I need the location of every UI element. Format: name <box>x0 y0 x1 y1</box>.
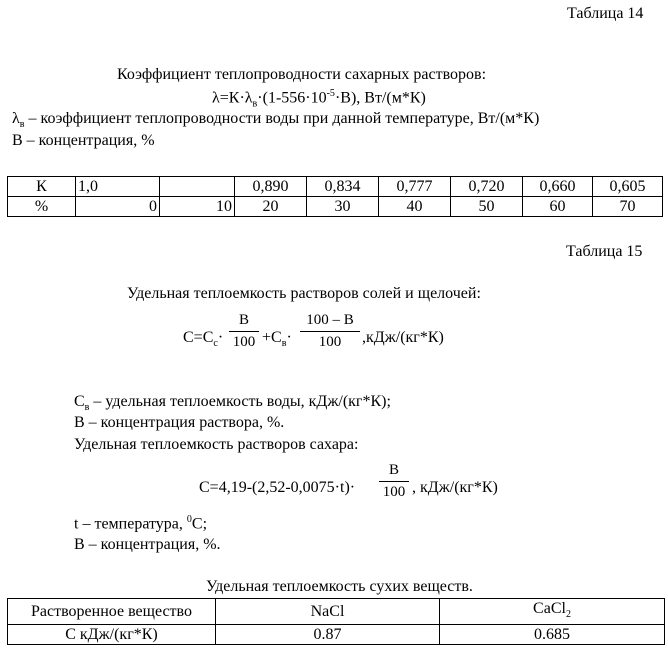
concentration-definition: В – концентрация, % <box>12 132 155 149</box>
table-cell: 40 <box>379 197 451 217</box>
table-14-title: Коэффициент теплопроводности сахарных растворов: <box>117 66 487 83</box>
water-heat-definition: $С_в$ – удельная теплоемкость воды, кДж/(кг*К); <box>74 393 391 414</box>
table-cell: 1,0 <box>76 177 160 197</box>
fraction: В 100 <box>379 462 409 500</box>
table-header-cell: NaCl <box>216 599 440 625</box>
table-header-cell: Растворенное вещество <box>8 599 216 625</box>
table-14-caption: Таблица 14 <box>567 5 644 22</box>
table-15-caption: Таблица 15 <box>566 243 643 260</box>
table-row <box>8 177 663 197</box>
table-cell: 0 <box>76 197 160 217</box>
table-cell: 0,605 <box>593 177 663 197</box>
table-cell: 30 <box>307 197 379 217</box>
concentration-definition-2: В – концентрация, %. <box>74 536 221 553</box>
table-14-formula: $\lambda=К\cdot\lambda_в\cdot(1-556\cdot 10^{-5}\cdot В)$, Вт/(м*К) <box>212 88 426 110</box>
table-row <box>8 599 665 625</box>
table-cell <box>160 177 235 197</box>
table-cell: 0,834 <box>307 177 379 197</box>
table-cell: 60 <box>523 197 593 217</box>
table-cell: 0,777 <box>379 177 451 197</box>
table-cell: 0.685 <box>440 625 665 645</box>
fraction: В 100 <box>229 312 259 350</box>
table-header-cell: CaCl$_2$ <box>440 599 665 625</box>
table-15-title: Удельная теплоемкость растворов солей и щелочей: <box>127 285 481 302</box>
fraction: 100 – В 100 <box>300 312 360 350</box>
table-cell: К <box>8 177 76 197</box>
table-cell: 10 <box>160 197 235 217</box>
table-cell: 0,720 <box>451 177 523 197</box>
table-cell: С кДж/(кг*К) <box>8 625 216 645</box>
solution-concentration-definition: В – концентрация раствора, %. <box>74 414 285 431</box>
table-cell: % <box>8 197 76 217</box>
table-cell: 20 <box>235 197 307 217</box>
table-cell: 50 <box>451 197 523 217</box>
table-cell: 0.87 <box>216 625 440 645</box>
table-cell: 0,660 <box>523 177 593 197</box>
table-row <box>8 625 665 645</box>
dry-matter-table <box>7 598 665 645</box>
sugar-heat-title: Удельная теплоемкость растворов сахара: <box>74 436 359 453</box>
table-row <box>8 197 663 217</box>
temperature-definition: t – температура, $^0$С; <box>74 514 208 533</box>
conductivity-table <box>7 176 663 217</box>
table-cell: 70 <box>593 197 663 217</box>
dry-matter-title: Удельная теплоемкость сухих веществ. <box>206 578 473 595</box>
lambda-definition: $\lambda_в$ – коэффициент теплопроводности воды при данной температуре, Вт/(м*К) <box>12 110 540 131</box>
table-cell: 0,890 <box>235 177 307 197</box>
